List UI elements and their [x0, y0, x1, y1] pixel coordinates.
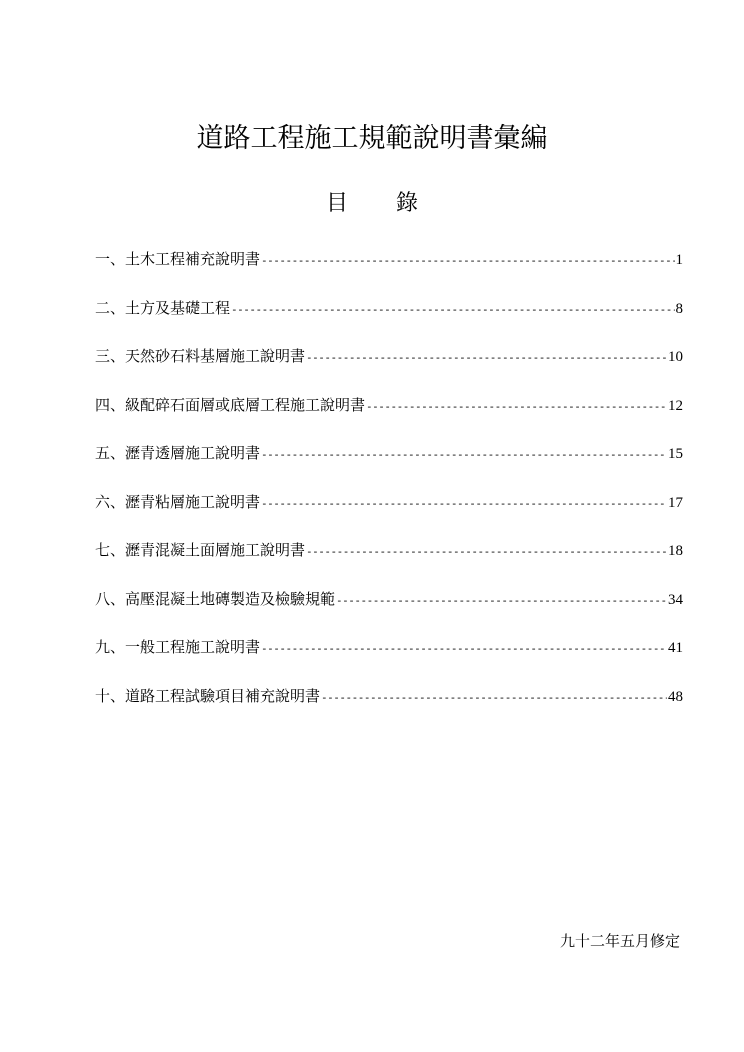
toc-dot-leader	[366, 395, 667, 418]
toc-entry[interactable]	[95, 588, 683, 611]
toc-entry-number: 六、	[95, 492, 126, 511]
toc-entry-label: 土木工程補充說明書	[125, 250, 261, 268]
revision-note: 九十二年五月修定	[559, 932, 680, 950]
toc-entry[interactable]	[95, 345, 683, 368]
toc-entry-label: 天然砂石料基層施工說明書	[125, 347, 306, 365]
toc-entry-label: 道路工程試驗項目補充說明書	[125, 686, 321, 705]
toc-entry-number: 十、	[95, 686, 126, 705]
toc-entry-page: 17	[668, 494, 683, 511]
toc-entry-label: 瀝青粘層施工說明書	[125, 492, 261, 511]
toc-entry[interactable]	[95, 297, 683, 320]
toc-dot-leader	[261, 637, 667, 660]
toc-entry-label: 瀝青混凝土面層施工說明書	[125, 541, 306, 559]
toc-entry-page: 41	[668, 640, 683, 656]
toc-heading	[0, 186, 744, 217]
toc-entry-number: 七、	[95, 541, 126, 559]
toc-dot-leader	[336, 589, 667, 612]
toc-entry-page: 10	[668, 349, 683, 365]
toc-dot-leader	[231, 298, 674, 321]
toc-dot-leader	[261, 443, 667, 466]
toc-dot-leader	[261, 249, 674, 272]
toc-entry-number: 九、	[95, 638, 126, 656]
toc-entry[interactable]	[95, 491, 683, 514]
toc-dot-leader	[261, 492, 667, 515]
toc-entry-page: 48	[668, 688, 683, 705]
toc-entry-number: 三、	[95, 347, 126, 365]
toc-heading-char-1: 目	[325, 191, 348, 216]
toc-entry-number: 二、	[95, 298, 126, 317]
toc-entry-label: 一般工程施工說明書	[125, 638, 261, 656]
toc-entry-label: 級配碎石面層或底層工程施工說明書	[125, 395, 366, 414]
toc-entry[interactable]	[95, 394, 683, 417]
toc-entry-number: 五、	[95, 444, 126, 462]
toc-entry-page: 34	[668, 591, 683, 608]
toc-entry[interactable]	[95, 539, 683, 562]
toc-heading-char-2: 錄	[396, 191, 419, 216]
toc-dot-leader	[306, 540, 667, 563]
toc-entry-label: 土方及基礎工程	[125, 298, 231, 317]
toc-entry[interactable]	[95, 442, 683, 465]
toc-entry[interactable]	[95, 636, 683, 659]
toc-entry-page: 1	[675, 252, 683, 268]
toc-entry-page: 15	[668, 446, 683, 462]
toc-entry-page: 18	[668, 543, 683, 559]
toc-entry-page: 8	[675, 300, 683, 317]
toc-entry-label: 瀝青透層施工說明書	[125, 444, 261, 462]
toc-entry-number: 八、	[95, 589, 126, 608]
toc-dot-leader	[321, 686, 667, 709]
document-title: 道路工程施工規範說明書彙編	[196, 123, 548, 154]
toc-entry[interactable]	[95, 685, 683, 708]
toc-dot-leader	[306, 346, 667, 369]
toc-entry-label: 高壓混凝土地磚製造及檢驗規範	[125, 589, 336, 608]
toc-entry[interactable]	[95, 248, 683, 271]
table-of-contents	[95, 248, 683, 733]
toc-entry-page: 12	[668, 397, 683, 414]
toc-entry-number: 一、	[95, 250, 126, 268]
toc-entry-number: 四、	[95, 395, 126, 414]
